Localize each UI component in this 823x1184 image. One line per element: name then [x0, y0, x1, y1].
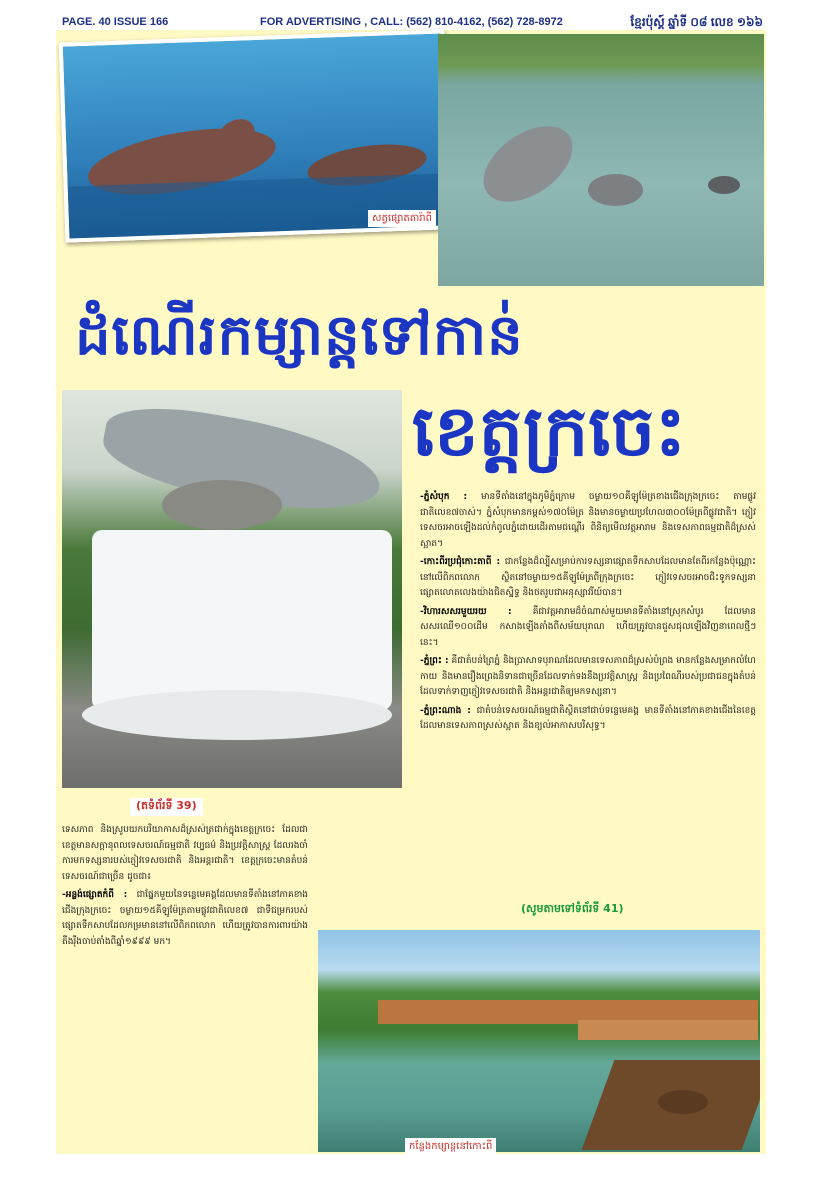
page-number: PAGE. 40 ISSUE 166 [62, 16, 169, 28]
dolphin-photo-right [438, 34, 764, 286]
right-para-2: -កោះពីរប្រជុំកោះតាពី : ជាកន្លែងដ៏ល្បីសម្រាប់ការទស្សនាផ្សោតទឹកសាបដែលមានតែពីរកន្លែងប៉ុណ្ណោះនៅលើពិភពលោក ស្ថិតនៅចម្ងាយ១៥គីឡូម៉ែត្រពីក្រុងក្រចេះ ភ្ញៀវទេសចរអាចជិះទូកទស្សនាផ្សោតលោតលេងយ៉ាងជិតស្និទ្ធ និងថតរូបជាអនុស្សាវរីយ៍បាន។ [420, 557, 756, 598]
boat-caption: កន្លែងកម្សាន្តនៅកោះពី [405, 1138, 496, 1155]
title-line-1: ដំណើរកម្សាន្តទៅកាន់ [75, 303, 524, 368]
magazine-name: ខ្មែរប៉ុស្ត៍ ឆ្នាំទី ០៨ លេខ ១៦៦ [630, 15, 763, 29]
title-line-2: ខេត្តក្រចេះ [412, 390, 686, 472]
page-footer [0, 1156, 823, 1184]
continue-reference: (សូមតាមទៅទំព័រទី 41) [521, 902, 624, 915]
left-para-1: ទេសភាព និងស្រូបយកបរិយាកាសដ៏ស្រស់ត្រជាក់ក្នុងខេត្តក្រចេះ ដែលជាខេត្តមានសក្តានុពលទេសចរណ៍ធម្មជាតិ វប្បធម៌ និងប្រវត្តិសាស្ត្រ ដែលរងចាំការមកទស្សនារបស់ភ្ញៀវទេសចរជាតិ និងអន្តរជាតិ។ ខេត្តក្រចេះមានតំបន់ទេសចរណ៍ជាច្រើន ដូចជា៖ [62, 825, 308, 882]
right-para-5: -ភ្នំព្រះណាង : ជាតំបន់ទេសចរណ៍ធម្មជាតិស្ថិតនៅជាប់ទន្លេមេគង្គ មានទីតាំងនៅភាគខាងជើងនៃខេត្ត ដែលមានទេសភាពស្រស់ស្អាត និងខ្យល់អាកាសបរិសុទ្ធ។ [420, 705, 756, 731]
right-para-3: -វិហារសសរមួយរយ : គឺជាវត្តអារាមដ៏ចំណាស់មួយមានទីតាំងនៅស្រុកសំបូរ ដែលមានសសរឈើ១០០ដើម កសាងឡើងតាំងពីសម័យបុរាណ ហើយត្រូវបានជួសជុលឡើងវិញនាពេលថ្មីៗនេះ។ [420, 606, 756, 648]
page-reference: (តទំព័រទី 39) [130, 798, 203, 816]
right-column [420, 490, 756, 738]
advertising-line: FOR ADVERTISING , CALL: (562) 810-4162, (562) 728-8972 [260, 16, 563, 28]
left-para-2: -អន្លង់ផ្សោតកំពី : ជាផ្នែកមួយនៃទន្លេមេគង្គដែលមានទីតាំងនៅភាគខាងជើងក្រុងក្រចេះ ចម្ងាយ១៥គីឡូម៉ែត្រតាមផ្លូវជាតិលេខ៧ ជាទីជម្រករបស់ផ្សោតទឹកសាបដែលកម្រមាននៅលើពិភពលោក ហើយត្រូវបានការពារយ៉ាងតឹងរ៉ឹងចាប់តាំងពីឆ្នាំ១៩៩៩ មក។ [62, 890, 308, 947]
dolphin-statue-photo [62, 390, 402, 788]
page-header [0, 0, 823, 30]
right-para-4: -ភ្នំព្រះ : គឺជាតំបន់ព្រៃភ្នំ និងប្រាសាទបុរាណដែលមានទេសភាពដ៏ស្រស់បំព្រង មានកន្លែងសម្រាកលំហែកាយ និងមានរឿងព្រេងនិទានជាច្រើនដែលទាក់ទងនឹងប្រវត្តិសាស្ត្រ និងប្រពៃណីរបស់ប្រជាជនក្នុងតំបន់ ដែលទាក់ទាញភ្ញៀវទេសចរជាតិ និងអន្តរជាតិឲ្យមកទស្សនា។ [420, 656, 756, 697]
riverside-photo [318, 930, 760, 1152]
left-column [62, 823, 308, 953]
right-para-1: -ភ្នំសំបុក : មានទីតាំងនៅក្នុងភូមិភ្នំក្រោម ចម្ងាយ១០គីឡូម៉ែត្រខាងជើងក្រុងក្រចេះ តាមផ្លូវជាតិលេខ៧ចាស់។ ភ្នំសំបុកមានកម្ពស់១៧០ម៉ែត្រ និងមានចម្ងាយប្រហែល៣០០ម៉ែត្រពីផ្លូវជាតិ។ ភ្ញៀវទេសចរអាចឡើងដល់កំពូលភ្នំដោយដើរតាមជណ្តើរ ពិនិត្យមើលវត្តអារាម និងទេសភាពធម្មជាតិដ៏ស្រស់ស្អាត។ [420, 492, 756, 549]
dolphin-caption: សត្វផ្សោតតារ៉ាពី [368, 210, 436, 227]
